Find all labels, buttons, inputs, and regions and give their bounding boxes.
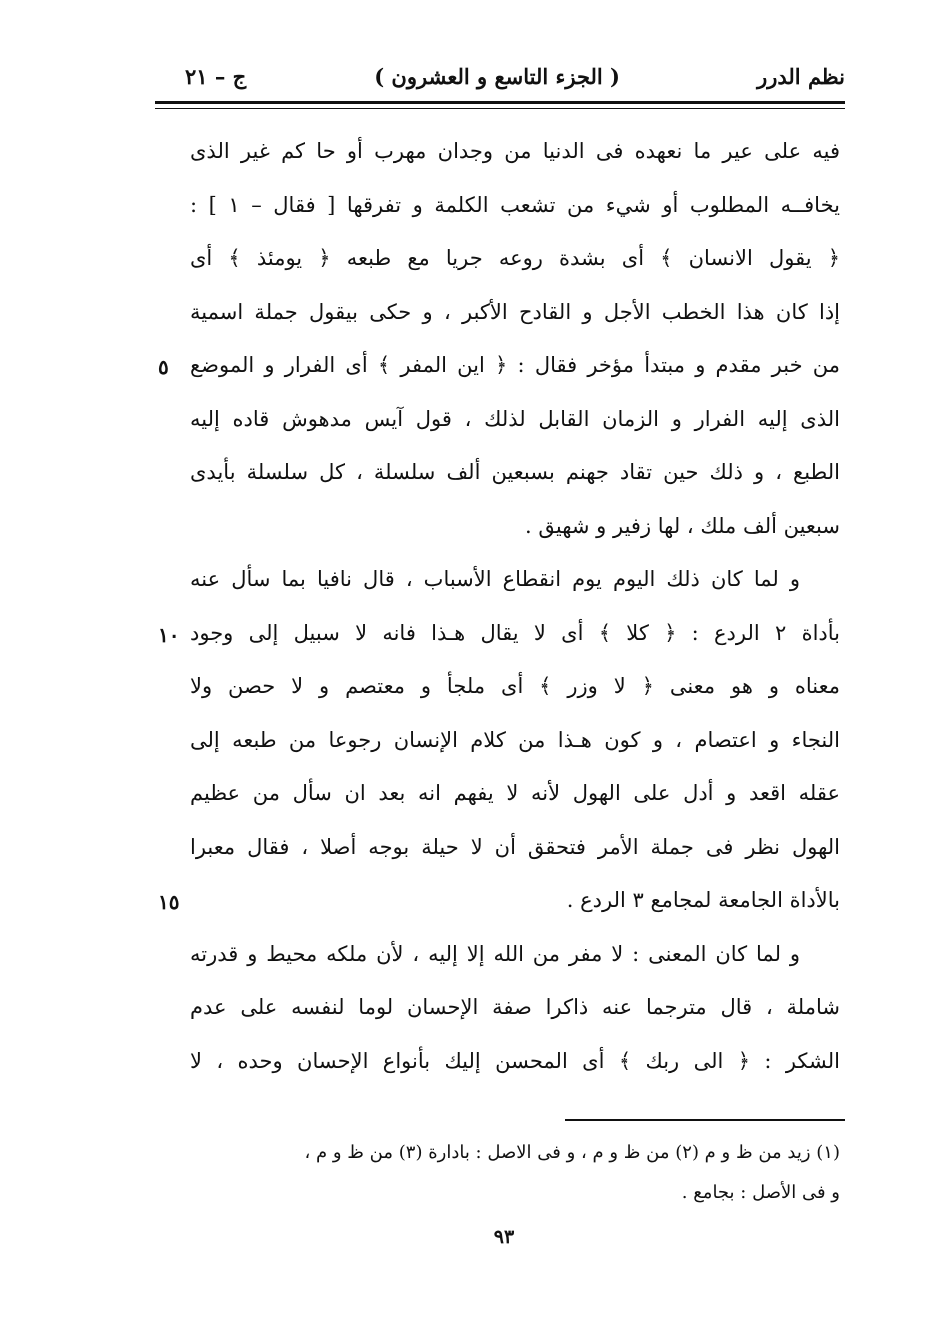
text-line: سبعين ألف ملك ، لها زفير و شهيق . — [525, 513, 840, 538]
page-number: ٩٣ — [493, 1226, 515, 1248]
footnote-line: و فى الأصل : بجامع . — [681, 1182, 840, 1203]
footnote-rule — [565, 1119, 845, 1121]
line-number-15: ١٥ — [158, 890, 180, 914]
text-line: عقله اقعد و أدل على الهول لأنه لا يفهم انه بعد ان سأل من عظيم — [190, 781, 840, 805]
text-line: يخافــه المطلوب أو شيء من تشعب الكلمة و تفرقها [ فقال – ١ ] : — [190, 192, 840, 217]
text-line: بالأداة الجامعة لمجامع ٣ الردع . — [566, 888, 840, 912]
main-text — [190, 125, 840, 1088]
line-number-5: ٥ — [158, 355, 169, 379]
line-number-10: ١٠ — [158, 623, 180, 647]
text-line: النجاء و اعتصام ، و كون هـذا من كلام الإنسان رجوعا من طبعه إلى — [190, 727, 840, 752]
text-line: شاملة ، قال مترجما عنه ذاكرا صفة الإحسان لوما لنفسه على عدم — [190, 995, 840, 1019]
footnotes — [190, 1133, 840, 1213]
text-line: من خبر مقدم و مبتدأ مؤخر فقال : ﴿ اين المفر ﴾ أى الفرار و الموضع — [190, 353, 840, 377]
book-title: نظم الدرر — [757, 64, 845, 89]
text-line: ﴿ يقول الانسان ﴾ أى بشدة روعه جريا مع طبعه ﴿ يومئذ ﴾ أى — [190, 246, 840, 270]
text-line: فيه على عير ما نعهده فى الدنيا من وجدان مهرب أو حا كم غير الذى — [190, 139, 840, 163]
header-rule-thick — [155, 101, 845, 104]
text-line: و لما كان المعنى : لا مفر من الله إلا إليه ، لأن ملكه محيط و قدرته — [190, 941, 800, 966]
header-rule-thin — [155, 108, 845, 109]
text-line: الذى إليه الفرار و الزمان القابل لذلك ، قول آيس مدهوش قاده إليه — [190, 406, 840, 431]
text-line: إذا كان هذا الخطب الأجل و القادح الأكبر ، و حكى بيقول جملة اسمية — [190, 299, 840, 324]
text-line: بأداة ٢ الردع : ﴿ كلا ﴾ أى لا يقال هـذا فانه لا سبيل إلى وجود — [190, 620, 840, 645]
running-header — [155, 58, 845, 98]
text-line: معناه و هو معنى ﴿ لا وزر ﴾ أى ملجأ و معتصم و لا حصن ولا — [190, 674, 840, 698]
footnote-line: (١) زيد من ظ و م (٢) من ظ و م ، و فى الاصل : بادارة (٣) من ظ و م ، — [304, 1142, 840, 1163]
text-line: الشكر : ﴿ الى ربك ﴾ أى المحسن إليك بأنواع الإحسان وحده ، لا — [190, 1048, 840, 1073]
text-line: و لما كان ذلك اليوم يوم انقطاع الأسباب ، قال نافيا بما سأل عنه — [190, 567, 800, 591]
text-line: الطبع ، و ذلك حين تقاد جهنم بسبعين ألف سلسلة ، كل سلسلة بأيدى — [190, 460, 840, 484]
volume-label: ج – ٢١ — [185, 64, 247, 89]
part-title: ( الجزء التاسع و العشرون ) — [374, 64, 620, 89]
text-line: الهول نظر فى جملة الأمر فتحقق أن لا حيلة بوجه أصلا ، فقال معبرا — [190, 834, 840, 859]
